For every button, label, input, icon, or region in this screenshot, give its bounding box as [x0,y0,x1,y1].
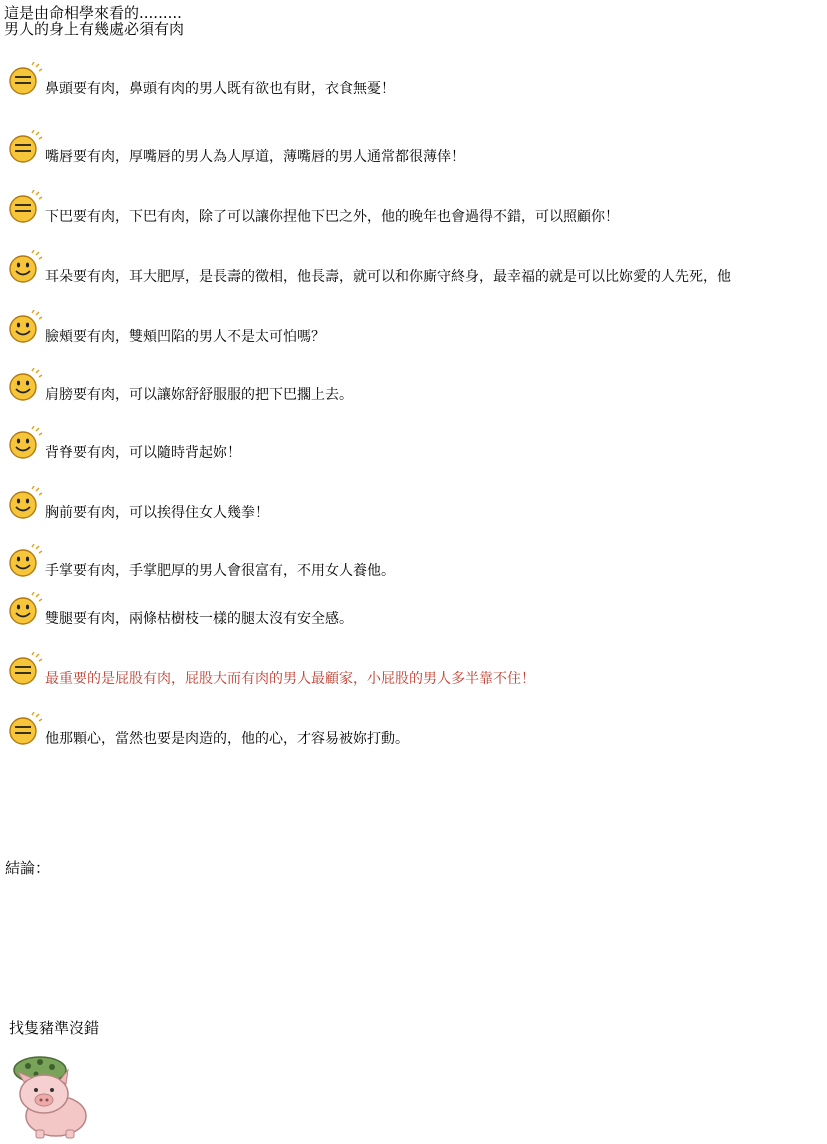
list-item [0,250,827,290]
intro-line-2: 男人的身上有幾處必須有肉 [4,20,185,38]
smiley-face-icon [8,250,44,284]
neutral-face-icon [8,130,44,164]
list-item-text: 臉頰要有肉，雙頰凹陷的男人不是太可怕嗎？ [45,329,325,345]
smiley-face-icon [8,592,44,626]
smiley-face-icon [8,544,44,578]
neutral-face-icon [8,652,44,686]
neutral-face-icon [8,712,44,746]
list-item-text: 鼻頭要有肉，鼻頭有肉的男人既有欲也有財，衣食無憂！ [45,81,395,97]
list-item [0,190,827,230]
list-item-text: 肩膀要有肉，可以讓妳舒舒服服的把下巴擱上去。 [45,387,353,403]
list-item [0,62,827,102]
list-item [0,544,827,584]
smiley-face-icon [8,426,44,460]
pig-icon [10,1052,94,1140]
smiley-face-icon [8,310,44,344]
list-item-text: 胸前要有肉，可以挨得住女人幾拳！ [45,505,269,521]
list-item-text: 耳朵要有肉，耳大肥厚，是長壽的徵相，他長壽，就可以和你廝守終身，最幸福的就是可以比妳愛的人先死，他 [45,269,731,285]
smiley-face-icon [8,486,44,520]
list-item [0,368,827,408]
list-item [0,592,827,632]
list-item [0,310,827,350]
list-item [0,652,827,692]
list-item-text: 雙腿要有肉，兩條枯樹枝一樣的腿太沒有安全感。 [45,611,353,627]
list-item-text: 最重要的是屁股有肉，屁股大而有肉的男人最顧家，小屁股的男人多半靠不住！ [45,671,535,687]
list-item-text: 下巴要有肉，下巴有肉，除了可以讓你捏他下巴之外，他的晚年也會過得不錯，可以照顧你！ [45,209,619,225]
list-item-text: 手掌要有肉，手掌肥厚的男人會很富有，不用女人養他。 [45,563,395,579]
conclusion-answer: 找隻豬準沒錯 [9,1019,100,1037]
list-item-text: 嘴唇要有肉，厚嘴唇的男人為人厚道，薄嘴唇的男人通常都很薄倖！ [45,149,465,165]
list-item-text: 他那顆心，當然也要是肉造的，他的心，才容易被妳打動。 [45,731,409,747]
list-item [0,426,827,466]
list-item [0,130,827,170]
list-item [0,486,827,526]
intro-line-1: 這是由命相學來看的......... [4,4,182,22]
conclusion-label: 結論： [5,859,51,877]
smiley-face-icon [8,368,44,402]
neutral-face-icon [8,62,44,96]
neutral-face-icon [8,190,44,224]
list-item-text: 背脊要有肉，可以隨時背起妳！ [45,445,241,461]
list-item [0,712,827,752]
